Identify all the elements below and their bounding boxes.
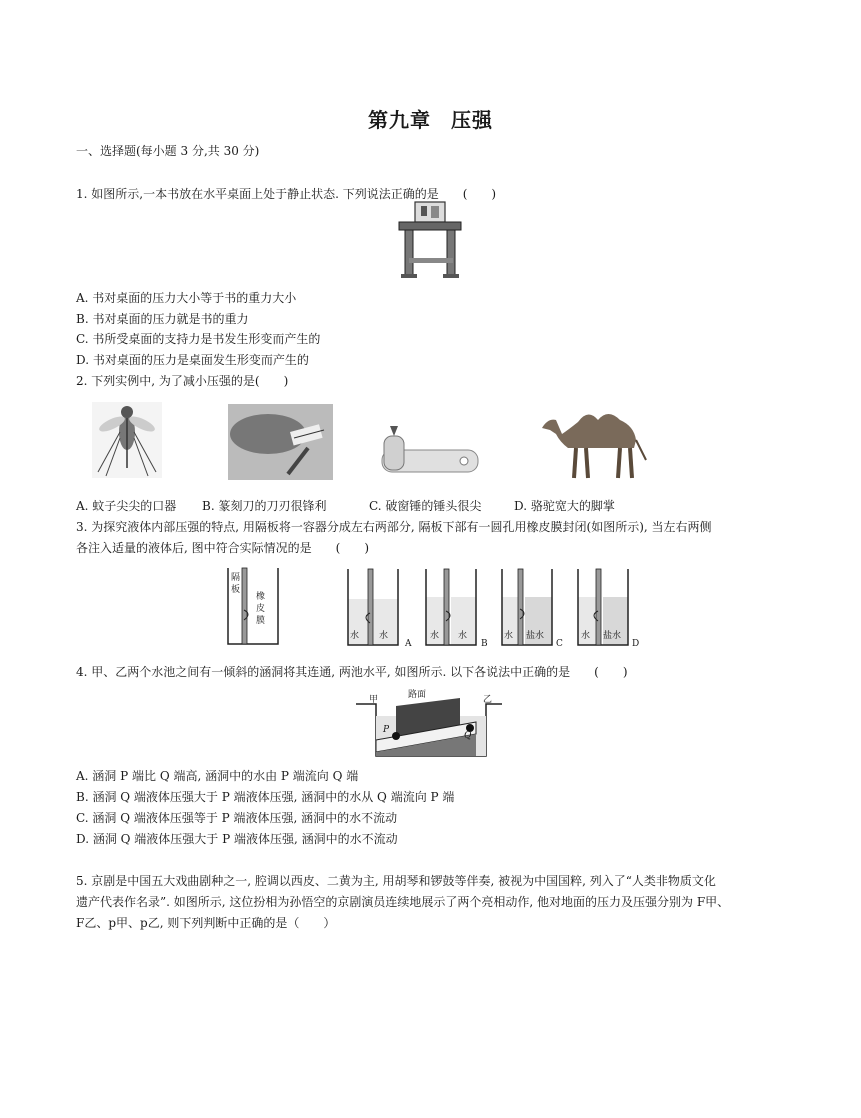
membrane-label-1: 橡 bbox=[256, 592, 266, 602]
q5-stem-line3: F乙、p甲、p乙, 则下列判断中正确的是（ ） bbox=[76, 916, 336, 930]
option-a-right-liquid: 水 bbox=[379, 631, 389, 641]
option-d-left-liquid: 水 bbox=[581, 631, 591, 641]
q2-option-b: B. 篆刻刀的刀刃很锋利 bbox=[202, 499, 327, 513]
q4-option-a: A. 涵洞 P 端比 Q 端高, 涵洞中的水由 P 端流向 Q 端 bbox=[76, 769, 359, 783]
q5-stem-line1: 5. 京剧是中国五大戏曲剧种之一, 腔调以西皮、二黄为主, 用胡琴和锣鼓等伴奏, 被视为中国国粹, 列入了“人类非物质文化 bbox=[76, 874, 716, 888]
q4-option-b: B. 涵洞 Q 端液体压强大于 P 端液体压强, 涵洞中的水从 Q 端流向 P 端 bbox=[76, 790, 455, 804]
membrane-label-2: 皮 bbox=[256, 604, 266, 614]
q2-option-d: D. 骆驼宽大的脚掌 bbox=[514, 499, 615, 513]
option-a-left-liquid: 水 bbox=[350, 631, 360, 641]
book-on-desk-figure bbox=[395, 198, 467, 282]
q1-option-d: D. 书对桌面的压力是桌面发生形变而产生的 bbox=[76, 353, 309, 367]
option-b-letter: B bbox=[481, 639, 488, 649]
q5-stem-line2: 遗产代表作名录”. 如图所示, 这位扮相为孙悟空的京剧演员连续地展示了两个亮相动作, 他对地面的压力及压强分别为 F甲、 bbox=[76, 895, 730, 909]
q4-option-d: D. 涵洞 Q 端液体压强大于 P 端液体压强, 涵洞中的水不流动 bbox=[76, 832, 398, 846]
option-a-letter: A bbox=[405, 639, 412, 649]
q2-stem: 2. 下列实例中, 为了减小压强的是( ) bbox=[76, 374, 289, 388]
pool-jia-label: 甲 bbox=[369, 695, 379, 705]
page-title bbox=[0, 104, 861, 133]
section-heading: 一、选择题(每小题 3 分,共 30 分) bbox=[76, 144, 260, 158]
q3-stem-line1: 3. 为探究液体内部压强的特点, 用隔板将一容器分成左右两部分, 隔板下部有一圆孔用橡皮膜封闭(如图所示), 当左右两侧 bbox=[76, 520, 712, 534]
option-c-left-liquid: 水 bbox=[504, 631, 514, 641]
point-p-label: P bbox=[383, 725, 390, 735]
chapter-number: 第九章 bbox=[368, 108, 431, 132]
membrane-label-3: 膜 bbox=[256, 616, 266, 626]
partition-label-1: 隔 bbox=[231, 573, 241, 583]
point-q-label: Q bbox=[464, 731, 472, 741]
option-d-right-liquid: 盐水 bbox=[603, 631, 622, 641]
carving-knife-image bbox=[228, 404, 333, 480]
pool-yi-label: 乙 bbox=[483, 695, 493, 705]
option-b-right-liquid: 水 bbox=[458, 631, 468, 641]
q1-option-a: A. 书对桌面的压力大小等于书的重力大小 bbox=[76, 291, 297, 305]
q1-stem: 1. 如图所示,一本书放在水平桌面上处于静止状态. 下列说法正确的是 ( ) bbox=[76, 187, 497, 201]
q4-stem: 4. 甲、乙两个水池之间有一倾斜的涵洞将其连通, 两池水平, 如图所示. 以下各说法中正确的是 ( ) bbox=[76, 665, 628, 679]
mosquito-image bbox=[92, 402, 162, 478]
partition-label-2: 板 bbox=[231, 585, 241, 595]
window-hammer-image bbox=[372, 424, 478, 480]
q3-stem-line2: 各注入适量的液体后, 图中符合实际情况的是 ( ) bbox=[76, 541, 369, 555]
option-c-letter: C bbox=[556, 639, 563, 649]
road-label: 路面 bbox=[408, 690, 427, 700]
option-d-letter: D bbox=[632, 639, 640, 649]
camel-image bbox=[538, 400, 650, 480]
culvert-figure bbox=[356, 690, 504, 760]
q1-option-c: C. 书所受桌面的支持力是书发生形变而产生的 bbox=[76, 332, 321, 346]
option-b-left-liquid: 水 bbox=[430, 631, 440, 641]
option-c-right-liquid: 盐水 bbox=[526, 631, 545, 641]
q4-option-c: C. 涵洞 Q 端液体压强等于 P 端液体压强, 涵洞中的水不流动 bbox=[76, 811, 398, 825]
q2-option-a: A. 蚊子尖尖的口器 bbox=[76, 499, 177, 513]
chapter-name: 压强 bbox=[451, 108, 493, 132]
q2-option-c: C. 破窗锤的锤头很尖 bbox=[369, 499, 482, 513]
q1-option-b: B. 书对桌面的压力就是书的重力 bbox=[76, 312, 249, 326]
